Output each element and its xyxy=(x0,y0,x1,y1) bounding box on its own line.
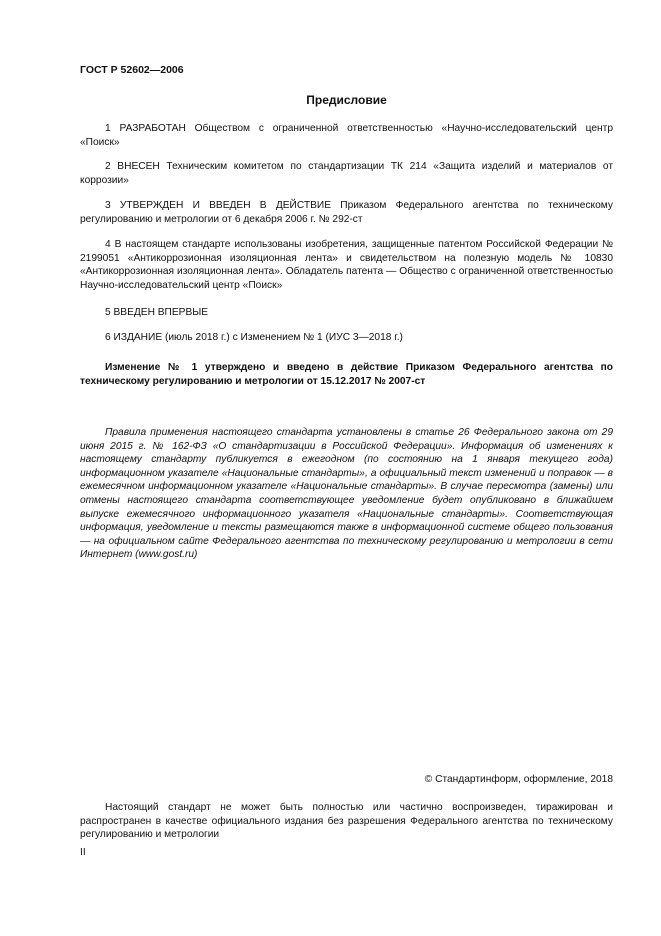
amendment-note: Изменение № 1 утверждено и введено в действие Приказом Федерального агентства по техническому регулированию и метрологии от 15.12.2017 № 2007-ст xyxy=(80,362,613,387)
foreword-item-1: 1 РАЗРАБОТАН Обществом с ограниченной ответственностью «Научно-исследовательский центр «Поиск» xyxy=(80,123,613,148)
foreword-item-4: 4 В настоящем стандарте использованы изобретения, защищенные патентом Российской Федерации № 2199051 «Антикоррозионная изоляционная лента» и свидетельством на полезную модель № 10830 «Антикоррозионная изоляционная лента». Обладатель патента — Общество с ограниченной ответственностью Научно-исследовательский центр «Поиск» xyxy=(80,239,613,291)
rules-note: Правила применения настоящего стандарта установлены в статье 26 Федерального закона от 29 июня 2015 г. № 162-ФЗ «О стандартизации в Российской Федерации». Информация об изменениях к настоящему стандарту публикуется в ежегодном (по состоянию на 1 января текущего года) информационном указателе «Национальные стандарты», а официальный текст изменений и поправок — в ежемесячном информационном указателе «Национальные стандарты». В случае пересмотра (замены) или отмены настоящего стандарта соответствующее уведомление будет опубликовано в ближайшем выпуске ежемесячного информационного указателя «Национальные стандарты». Соответствующая информация, уведомление и тексты размещаются также в информационной системе общего пользования — на официальном сайте Федерального агентства по техническому регулированию и метрологии в сети Интернет (www.gost.ru) xyxy=(80,427,613,561)
section-title: Предисловие xyxy=(306,93,387,107)
foreword-item-3: 3 УТВЕРЖДЕН И ВВЕДЕН В ДЕЙСТВИЕ Приказом Федерального агентства по техническому регулированию и метрологии от 6 декабря 2006 г. № 292-ст xyxy=(80,200,613,225)
reproduction-notice: Настоящий стандарт не может быть полностью или частично воспроизведен, тиражирован и распространен в качестве официального издания без разрешения Федерального агентства по техническому регулированию и метрологии xyxy=(80,802,613,841)
foreword-item-5: 5 ВВЕДЕН ВПЕРВЫЕ xyxy=(105,307,209,318)
page-number: II xyxy=(80,847,86,858)
foreword-item-2: 2 ВНЕСЕН Техническим комитетом по стандартизации ТК 214 «Защита изделий и материалов от коррозии» xyxy=(80,161,613,186)
foreword-item-6: 6 ИЗДАНИЕ (июль 2018 г.) с Изменением № 1 (ИУС 3—2018 г.) xyxy=(105,332,403,343)
document-code: ГОСТ Р 52602—2006 xyxy=(80,64,184,76)
copyright-line: © Стандартинформ, оформление, 2018 xyxy=(424,774,613,785)
